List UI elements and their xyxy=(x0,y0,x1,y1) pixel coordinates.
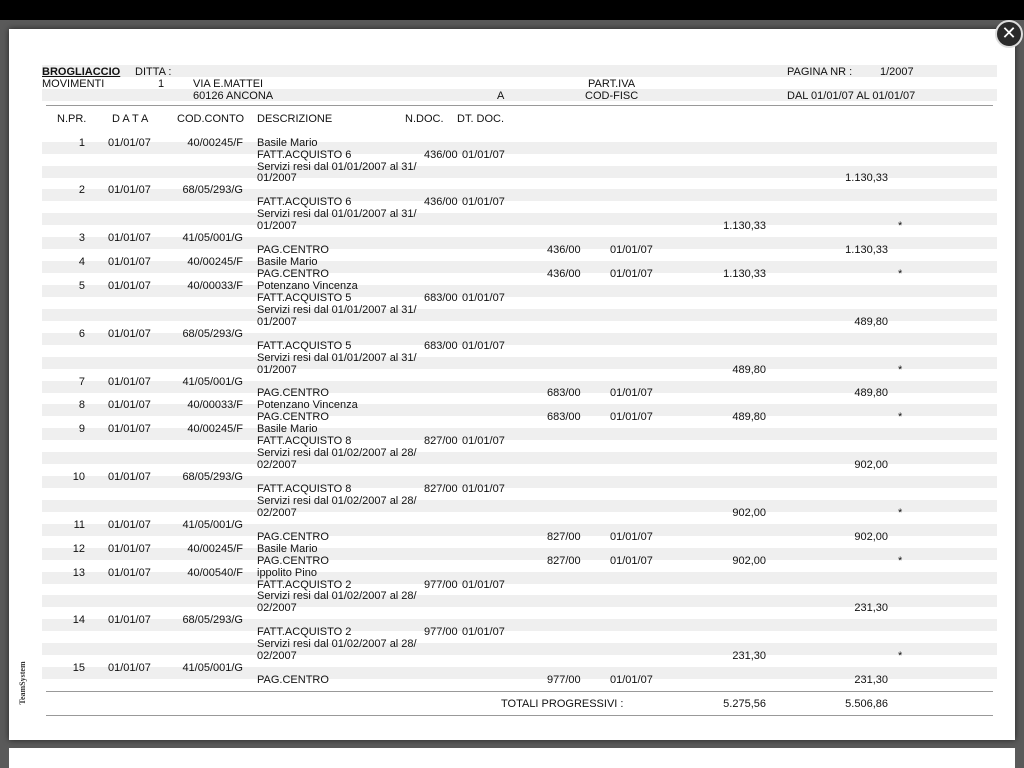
ledger-cell-npr: 8 xyxy=(78,399,85,411)
ledger-cell-npr: 13 xyxy=(72,567,85,579)
ledger-cell-desc: PAG.CENTRO xyxy=(257,411,329,423)
ledger-cell-conto: 40/00245/F xyxy=(187,543,243,555)
ledger-cell-ndoc: 827/00 xyxy=(424,483,458,495)
ledger-cell-amt1: 902,00 xyxy=(732,555,766,567)
ledger-cell-data: 01/01/07 xyxy=(108,567,151,579)
totals-label: TOTALI PROGRESSIVI : xyxy=(501,698,624,710)
ledger-cell-desc: ippolito Pino xyxy=(257,567,317,579)
ledger-cell-conto: 40/00245/F xyxy=(187,256,243,268)
ledger-cell-desc: Servizi resi dal 01/01/2007 al 31/ xyxy=(257,161,417,173)
ledger-cell-desc: Servizi resi dal 01/02/2007 al 28/ xyxy=(257,495,417,507)
ledger-cell-desc: Basile Mario xyxy=(257,543,318,555)
ledger-cell-amt1: 1.130,33 xyxy=(723,268,766,280)
ledger-cell-desc: Servizi resi dal 01/01/2007 al 31/ xyxy=(257,352,417,364)
ledger-cell-data: 01/01/07 xyxy=(108,423,151,435)
ledger-cell-ndoc: 977/00 xyxy=(424,626,458,638)
ledger-cell-conto: 41/05/001/G xyxy=(182,232,243,244)
col-ndoc: N.DOC. xyxy=(405,113,444,125)
ledger-cell-pnum: 436/00 xyxy=(547,268,581,280)
ledger-cell-ndoc: 436/00 xyxy=(424,149,458,161)
ledger-cell-amt1: 231,30 xyxy=(732,650,766,662)
ledger-cell-amt1: 1.130,33 xyxy=(723,220,766,232)
ledger-cell-data: 01/01/07 xyxy=(108,328,151,340)
pagina-label: PAGINA NR : xyxy=(787,66,853,78)
ledger-cell-ndoc: 977/00 xyxy=(424,579,458,591)
ledger-cell-ndoc: 683/00 xyxy=(424,292,458,304)
ledger-cell-star: * xyxy=(898,364,903,376)
top-bar xyxy=(0,0,1024,20)
ledger-cell-amt2: 902,00 xyxy=(854,531,888,543)
ledger-cell-npr: 10 xyxy=(72,471,85,483)
ledger-cell-amt1: 489,80 xyxy=(732,364,766,376)
ledger-cell-amt2: 1.130,33 xyxy=(845,244,888,256)
ledger-cell-pdate: 01/01/07 xyxy=(610,674,653,686)
ledger-cell-ndoc: 683/00 xyxy=(424,340,458,352)
ledger-cell-desc: FATT.ACQUISTO 8 xyxy=(257,435,352,447)
ledger-cell-pdate: 01/01/07 xyxy=(610,244,653,256)
codfisc-label: COD-FISC xyxy=(585,90,639,102)
ledger-cell-amt2: 231,30 xyxy=(854,602,888,614)
col-data: D A T A xyxy=(112,113,149,125)
ledger-cell-npr: 6 xyxy=(78,328,85,340)
ledger-cell-dtdoc: 01/01/07 xyxy=(462,626,505,638)
ledger-cell-ndoc: 436/00 xyxy=(424,196,458,208)
ledger-cell-data: 01/01/07 xyxy=(108,232,151,244)
ledger-cell-desc: FATT.ACQUISTO 2 xyxy=(257,626,352,638)
ledger-cell-desc: Potenzano Vincenza xyxy=(257,280,358,292)
row-band xyxy=(42,357,997,369)
ledger-cell-data: 01/01/07 xyxy=(108,137,151,149)
ledger-cell-amt1: 489,80 xyxy=(732,411,766,423)
ledger-cell-desc: 01/2007 xyxy=(257,172,297,184)
ledger-cell-amt2: 489,80 xyxy=(854,316,888,328)
col-codconto: COD.CONTO xyxy=(177,113,245,125)
ledger-cell-conto: 41/05/001/G xyxy=(182,662,243,674)
row-band xyxy=(42,500,997,512)
ledger-cell-desc: 01/2007 xyxy=(257,220,297,232)
ledger-cell-data: 01/01/07 xyxy=(108,376,151,388)
ledger-cell-desc: FATT.ACQUISTO 5 xyxy=(257,340,352,352)
ledger-cell-star: * xyxy=(898,268,903,280)
ledger-cell-desc: Servizi resi dal 01/02/2007 al 28/ xyxy=(257,638,417,650)
ledger-cell-desc: FATT.ACQUISTO 6 xyxy=(257,196,352,208)
vendor-logo: TeamSystem xyxy=(18,661,27,705)
ledger-cell-pdate: 01/01/07 xyxy=(610,411,653,423)
ledger-cell-npr: 11 xyxy=(73,519,85,531)
close-button[interactable]: ✕ xyxy=(995,20,1023,48)
ledger-cell-desc: 01/2007 xyxy=(257,316,297,328)
next-page-preview xyxy=(9,748,1015,768)
address-line-1: VIA E.MATTEI xyxy=(193,78,264,90)
totals-divider-top xyxy=(46,691,993,692)
ledger-cell-amt2: 231,30 xyxy=(854,674,888,686)
ledger-cell-desc: Servizi resi dal 01/02/2007 al 28/ xyxy=(257,590,417,602)
row-band xyxy=(42,643,997,655)
col-dtdoc: DT. DOC. xyxy=(457,113,505,125)
ledger-cell-pnum: 683/00 xyxy=(547,387,581,399)
ledger-cell-desc: Servizi resi dal 01/02/2007 al 28/ xyxy=(257,447,417,459)
ledger-cell-desc: PAG.CENTRO xyxy=(257,387,329,399)
ledger-cell-pdate: 01/01/07 xyxy=(610,268,653,280)
ledger-cell-conto: 40/00540/F xyxy=(187,567,243,579)
ledger-cell-star: * xyxy=(898,411,903,423)
ledger-cell-pnum: 683/00 xyxy=(547,411,581,423)
ledger-cell-desc: FATT.ACQUISTO 5 xyxy=(257,292,352,304)
ledger-cell-dtdoc: 01/01/07 xyxy=(462,292,505,304)
ledger-cell-data: 01/01/07 xyxy=(108,399,151,411)
ledger-cell-npr: 2 xyxy=(78,184,85,196)
ledger-cell-pdate: 01/01/07 xyxy=(610,387,653,399)
header-band xyxy=(42,65,997,77)
ledger-cell-data: 01/01/07 xyxy=(108,280,151,292)
period-range: DAL 01/01/07 AL 01/01/07 xyxy=(787,90,916,102)
ledger-cell-data: 01/01/07 xyxy=(108,256,151,268)
ledger-cell-conto: 68/05/293/G xyxy=(182,328,243,340)
ledger-cell-dtdoc: 01/01/07 xyxy=(462,483,505,495)
header-divider xyxy=(46,105,993,106)
ledger-cell-conto: 68/05/293/G xyxy=(182,471,243,483)
ledger-cell-data: 01/01/07 xyxy=(108,614,151,626)
ledger-cell-conto: 40/00033/F xyxy=(187,399,243,411)
ledger-cell-amt2: 902,00 xyxy=(854,459,888,471)
ledger-cell-desc: 02/2007 xyxy=(257,650,297,662)
ledger-cell-npr: 1 xyxy=(78,137,85,149)
ledger-cell-star: * xyxy=(898,650,903,662)
ledger-cell-desc: FATT.ACQUISTO 8 xyxy=(257,483,352,495)
ledger-cell-desc: Basile Mario xyxy=(257,423,318,435)
ledger-cell-npr: 9 xyxy=(78,423,85,435)
ledger-cell-dtdoc: 01/01/07 xyxy=(462,196,505,208)
ledger-cell-desc: PAG.CENTRO xyxy=(257,555,329,567)
ledger-cell-desc: 02/2007 xyxy=(257,602,297,614)
ledger-cell-dtdoc: 01/01/07 xyxy=(462,149,505,161)
address-line-2: 60126 ANCONA xyxy=(193,90,274,102)
ledger-cell-desc: PAG.CENTRO xyxy=(257,674,329,686)
col-npr: N.PR. xyxy=(57,113,87,125)
ledger-cell-data: 01/01/07 xyxy=(108,662,151,674)
ledger-cell-data: 01/01/07 xyxy=(108,543,151,555)
ledger-cell-desc: Servizi resi dal 01/01/2007 al 31/ xyxy=(257,208,417,220)
ledger-cell-dtdoc: 01/01/07 xyxy=(462,435,505,447)
ledger-cell-conto: 41/05/001/G xyxy=(182,519,243,531)
ledger-cell-dtdoc: 01/01/07 xyxy=(462,340,505,352)
ledger-cell-desc: Basile Mario xyxy=(257,137,318,149)
ledger-cell-pnum: 827/00 xyxy=(547,531,581,543)
a-label: A xyxy=(497,90,505,102)
ledger-cell-pnum: 977/00 xyxy=(547,674,581,686)
totals-dare: 5.275,56 xyxy=(723,698,766,710)
ledger-cell-desc: 02/2007 xyxy=(257,459,297,471)
ledger-cell-conto: 41/05/001/G xyxy=(182,376,243,388)
ledger-cell-pnum: 827/00 xyxy=(547,555,581,567)
ledger-cell-conto: 40/00245/F xyxy=(187,423,243,435)
ledger-cell-data: 01/01/07 xyxy=(108,184,151,196)
ledger-cell-desc: FATT.ACQUISTO 2 xyxy=(257,579,352,591)
totals-divider-bottom xyxy=(46,715,993,716)
ledger-cell-npr: 5 xyxy=(78,280,85,292)
report-title: BROGLIACCIO xyxy=(42,66,121,78)
col-descrizione: DESCRIZIONE xyxy=(257,113,333,125)
ledger-cell-star: * xyxy=(898,220,903,232)
ledger-cell-desc: 01/2007 xyxy=(257,364,297,376)
ledger-cell-npr: 15 xyxy=(72,662,85,674)
ledger-cell-npr: 14 xyxy=(72,614,85,626)
totals-avere: 5.506,86 xyxy=(845,698,888,710)
piva-label: PART.IVA xyxy=(588,78,636,90)
ledger-cell-star: * xyxy=(898,555,903,567)
ledger-cell-conto: 40/00245/F xyxy=(187,137,243,149)
ledger-cell-desc: PAG.CENTRO xyxy=(257,268,329,280)
ledger-cell-desc: Servizi resi dal 01/01/2007 al 31/ xyxy=(257,304,417,316)
ledger-cell-ndoc: 827/00 xyxy=(424,435,458,447)
ledger-cell-npr: 12 xyxy=(72,543,85,555)
ledger-cell-amt2: 489,80 xyxy=(854,387,888,399)
ledger-cell-npr: 3 xyxy=(78,232,85,244)
ledger-cell-conto: 68/05/293/G xyxy=(182,614,243,626)
ledger-cell-pdate: 01/01/07 xyxy=(610,531,653,543)
pagina-value: 1/2007 xyxy=(880,66,914,78)
ledger-cell-desc: PAG.CENTRO xyxy=(257,531,329,543)
ledger-cell-npr: 4 xyxy=(78,256,85,268)
ledger-cell-desc: Basile Mario xyxy=(257,256,318,268)
ditta-label: DITTA : xyxy=(135,66,172,78)
ledger-cell-pdate: 01/01/07 xyxy=(610,555,653,567)
ledger-cell-conto: 68/05/293/G xyxy=(182,184,243,196)
ledger-cell-data: 01/01/07 xyxy=(108,519,151,531)
ledger-cell-data: 01/01/07 xyxy=(108,471,151,483)
ledger-cell-desc: Potenzano Vincenza xyxy=(257,399,358,411)
ledger-cell-amt2: 1.130,33 xyxy=(845,172,888,184)
ledger-cell-conto: 40/00033/F xyxy=(187,280,243,292)
ledger-cell-dtdoc: 01/01/07 xyxy=(462,579,505,591)
row-band xyxy=(42,213,997,225)
ledger-cell-desc: 02/2007 xyxy=(257,507,297,519)
ditta-number: 1 xyxy=(158,78,165,90)
ledger-cell-amt1: 902,00 xyxy=(732,507,766,519)
movimenti-label: MOVIMENTI xyxy=(42,78,105,90)
ledger-cell-desc: PAG.CENTRO xyxy=(257,244,329,256)
ledger-cell-npr: 7 xyxy=(78,376,85,388)
ledger-cell-desc: FATT.ACQUISTO 6 xyxy=(257,149,352,161)
ledger-cell-pnum: 436/00 xyxy=(547,244,581,256)
ledger-cell-star: * xyxy=(898,507,903,519)
